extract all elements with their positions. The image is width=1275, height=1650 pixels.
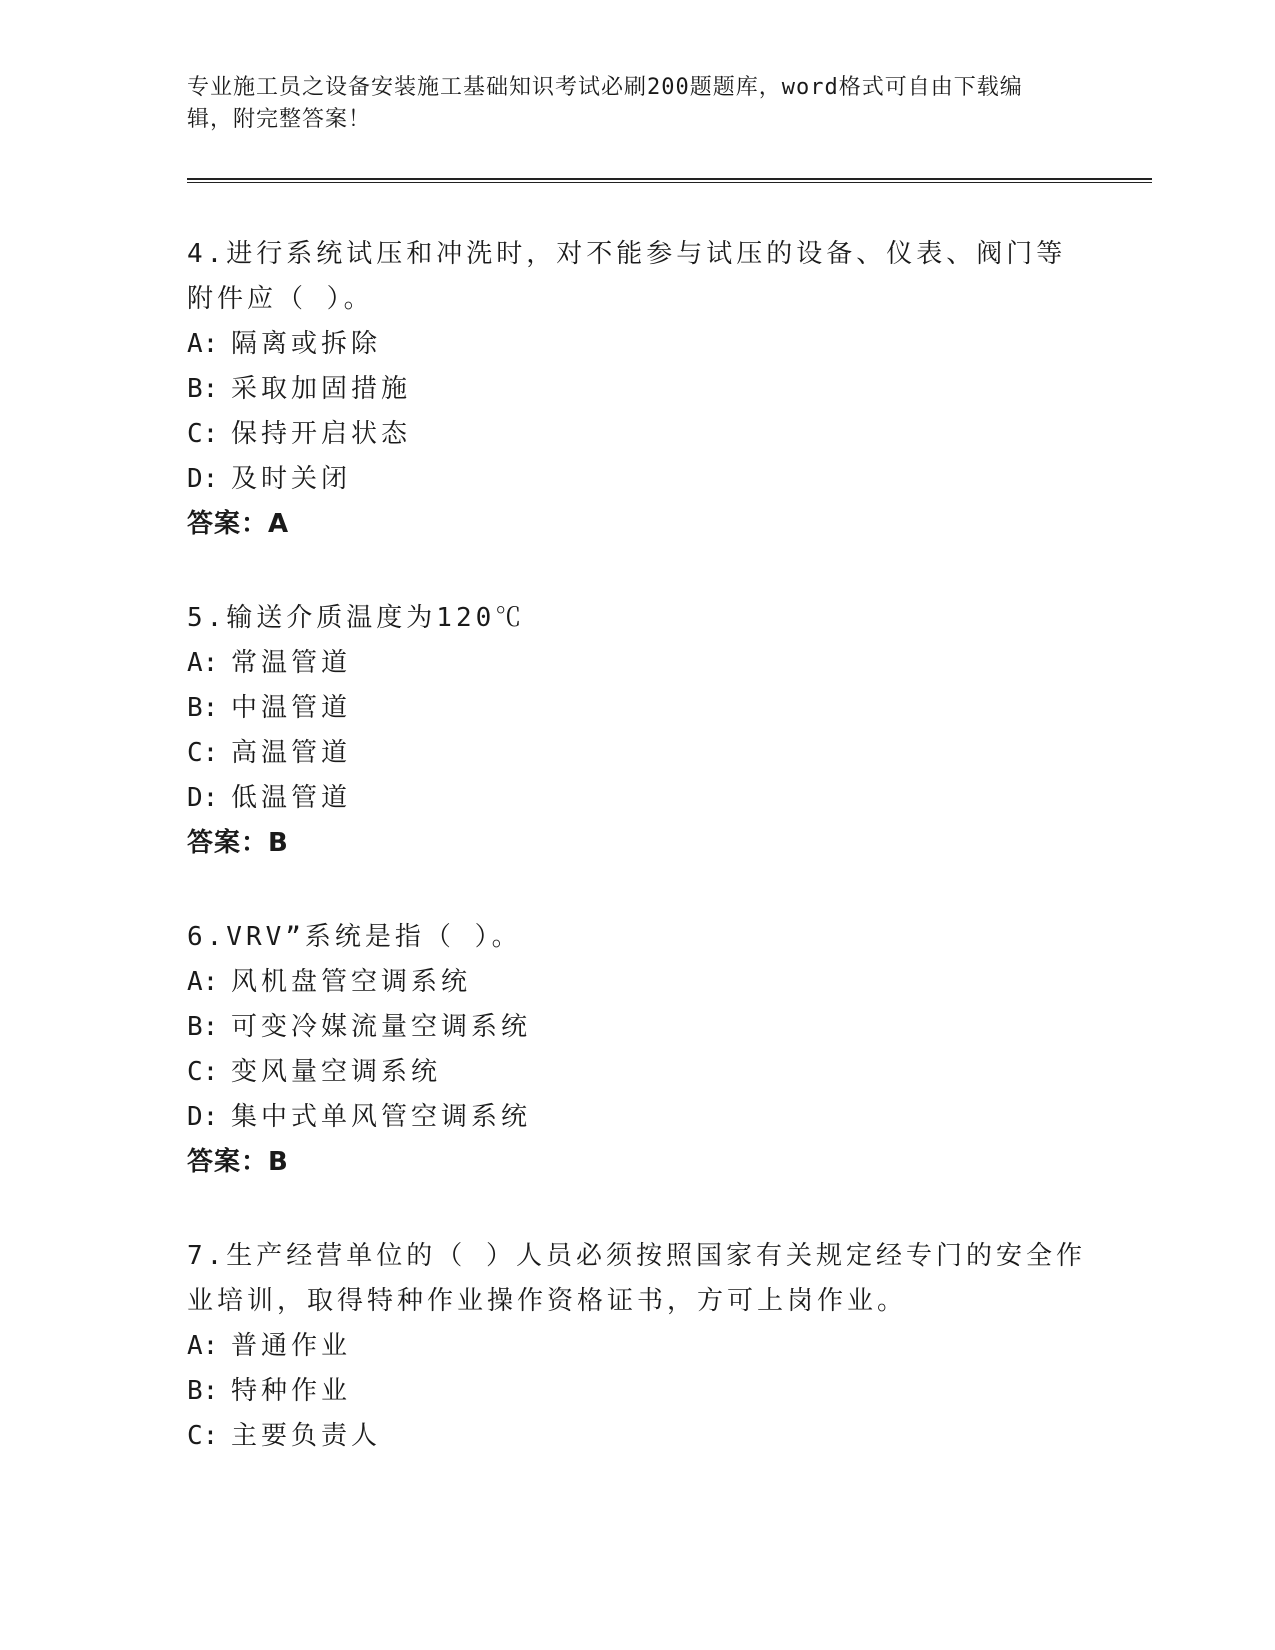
option-key: C: — [187, 1421, 219, 1451]
option-text: 主要负责人 — [231, 1421, 382, 1451]
option-key: B: — [187, 1376, 219, 1406]
option-b — [187, 1369, 1087, 1414]
option-key: C: — [187, 419, 219, 449]
option-text: 特种作业 — [231, 1376, 352, 1406]
option-key: A: — [187, 1331, 219, 1361]
option-key: B: — [187, 693, 219, 723]
question-list — [187, 232, 1087, 1508]
option-text: 可变冷媒流量空调系统 — [231, 1012, 532, 1042]
option-d — [187, 776, 1087, 821]
option-c — [187, 1050, 1087, 1095]
option-a — [187, 641, 1087, 686]
option-key: A: — [187, 648, 219, 678]
option-key: D: — [187, 783, 219, 813]
option-d — [187, 457, 1087, 502]
option-b — [187, 1005, 1087, 1050]
option-key: D: — [187, 464, 219, 494]
document-header: 专业施工员之设备安装施工基础知识考试必刷200题题库，word格式可自由下载编辑，附完整答案！ — [187, 75, 1023, 132]
option-key: A: — [187, 967, 219, 997]
answer-line: 答案：A — [187, 509, 290, 539]
option-key: C: — [187, 738, 219, 768]
option-text: 集中式单风管空调系统 — [231, 1102, 532, 1132]
question-text: 6.VRV”系统是指（ ）。 — [187, 922, 522, 952]
question-text: 7.生产经营单位的（ ）人员必须按照国家有关规定经专门的安全作业培训，取得特种作业操作资格证书，方可上岗作业。 — [187, 1241, 1086, 1316]
option-text: 变风量空调系统 — [231, 1057, 442, 1087]
header-divider — [187, 178, 1152, 183]
option-key: D: — [187, 1102, 219, 1132]
option-text: 采取加固措施 — [231, 374, 412, 404]
option-text: 普通作业 — [231, 1331, 352, 1361]
option-a — [187, 322, 1087, 367]
question-block-6 — [187, 915, 1087, 1185]
option-key: B: — [187, 1012, 219, 1042]
option-text: 中温管道 — [231, 693, 352, 723]
option-b — [187, 686, 1087, 731]
option-a — [187, 1324, 1087, 1369]
option-text: 风机盘管空调系统 — [231, 967, 472, 997]
question-text: 5.输送介质温度为120℃ — [187, 603, 526, 633]
option-b — [187, 367, 1087, 412]
option-key: C: — [187, 1057, 219, 1087]
question-text: 4.进行系统试压和冲洗时，对不能参与试压的设备、仪表、阀门等附件应（ ）。 — [187, 239, 1067, 314]
question-block-7 — [187, 1234, 1087, 1459]
option-d — [187, 1095, 1087, 1140]
option-text: 保持开启状态 — [231, 419, 412, 449]
option-text: 及时关闭 — [231, 464, 352, 494]
answer-line: 答案：B — [187, 828, 289, 858]
option-a — [187, 960, 1087, 1005]
option-text: 低温管道 — [231, 783, 352, 813]
option-text: 高温管道 — [231, 738, 352, 768]
question-block-4 — [187, 232, 1087, 547]
question-block-5 — [187, 596, 1087, 866]
option-text: 常温管道 — [231, 648, 352, 678]
option-c — [187, 1414, 1087, 1459]
option-c — [187, 731, 1087, 776]
answer-line: 答案：B — [187, 1147, 289, 1177]
option-c — [187, 412, 1087, 457]
option-key: A: — [187, 329, 219, 359]
option-text: 隔离或拆除 — [231, 329, 382, 359]
option-key: B: — [187, 374, 219, 404]
